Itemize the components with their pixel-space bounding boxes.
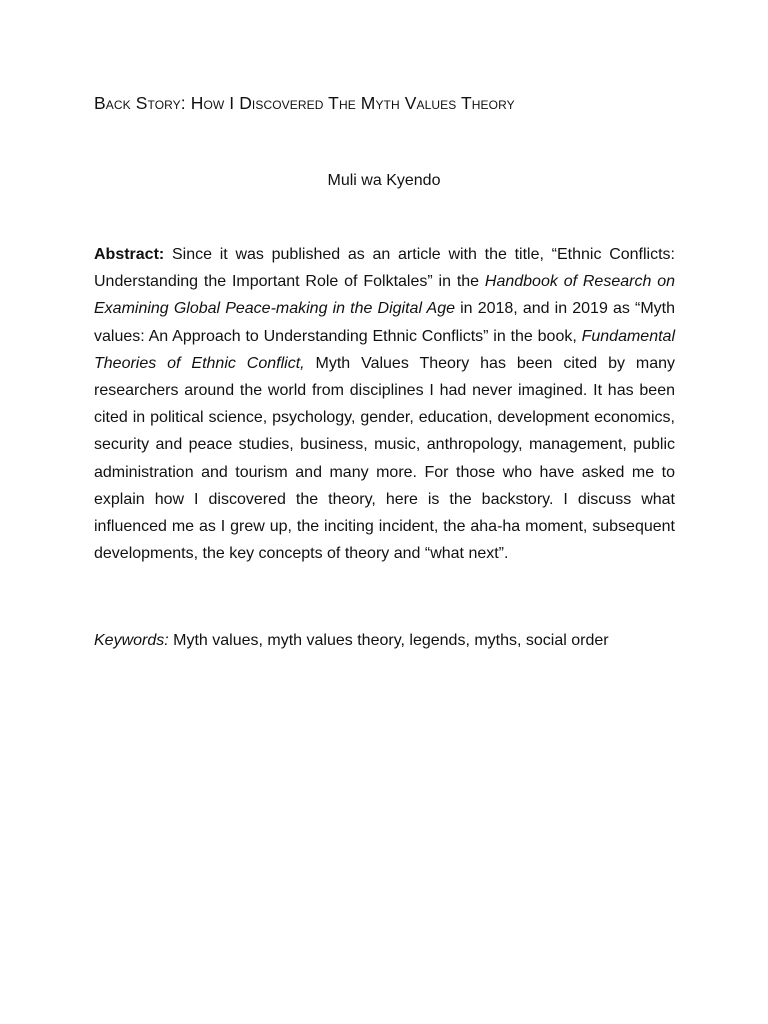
- keywords-label: Keywords:: [94, 632, 169, 649]
- keywords-line: [94, 628, 694, 654]
- abstract-label: Abstract:: [94, 246, 165, 263]
- handbook-title: Handbook of Research on Examining Global Peace-making in the Digital Age: [94, 273, 675, 318]
- abstract-text-part1: Since it was published as an article with the title, “Ethnic Conflicts: Understanding the Important Role of Folktales” in the: [94, 246, 675, 291]
- abstract-text-part2: in 2018, and in 2019 as “Myth values: An Approach to Understanding Ethnic Conflicts” in the book,: [94, 300, 675, 345]
- document-title: Back Story: How I Discovered The Myth Values Theory: [94, 93, 515, 113]
- book-title: Fundamental Theories of Ethnic Conflict,: [94, 327, 675, 372]
- keywords-text: Myth values, myth values theory, legends, myths, social order: [168, 632, 609, 649]
- abstract-text-part3: Myth Values Theory has been cited by many researchers around the world from disciplines I had never imagined. It has been cited in political science, psychology, gender, education, development economics, security and peace studies, business, music, anthropology, management, public administration and tourism and many more. For those who have asked me to explain how I discovered the theory, here is the backstory. I discuss what influenced me as I grew up, the inciting incident, the aha-ha moment, subsequent developments, the key concepts of theory and “what next”.: [94, 354, 675, 563]
- abstract-paragraph: [94, 241, 675, 567]
- author-name: Muli wa Kyendo: [327, 172, 441, 189]
